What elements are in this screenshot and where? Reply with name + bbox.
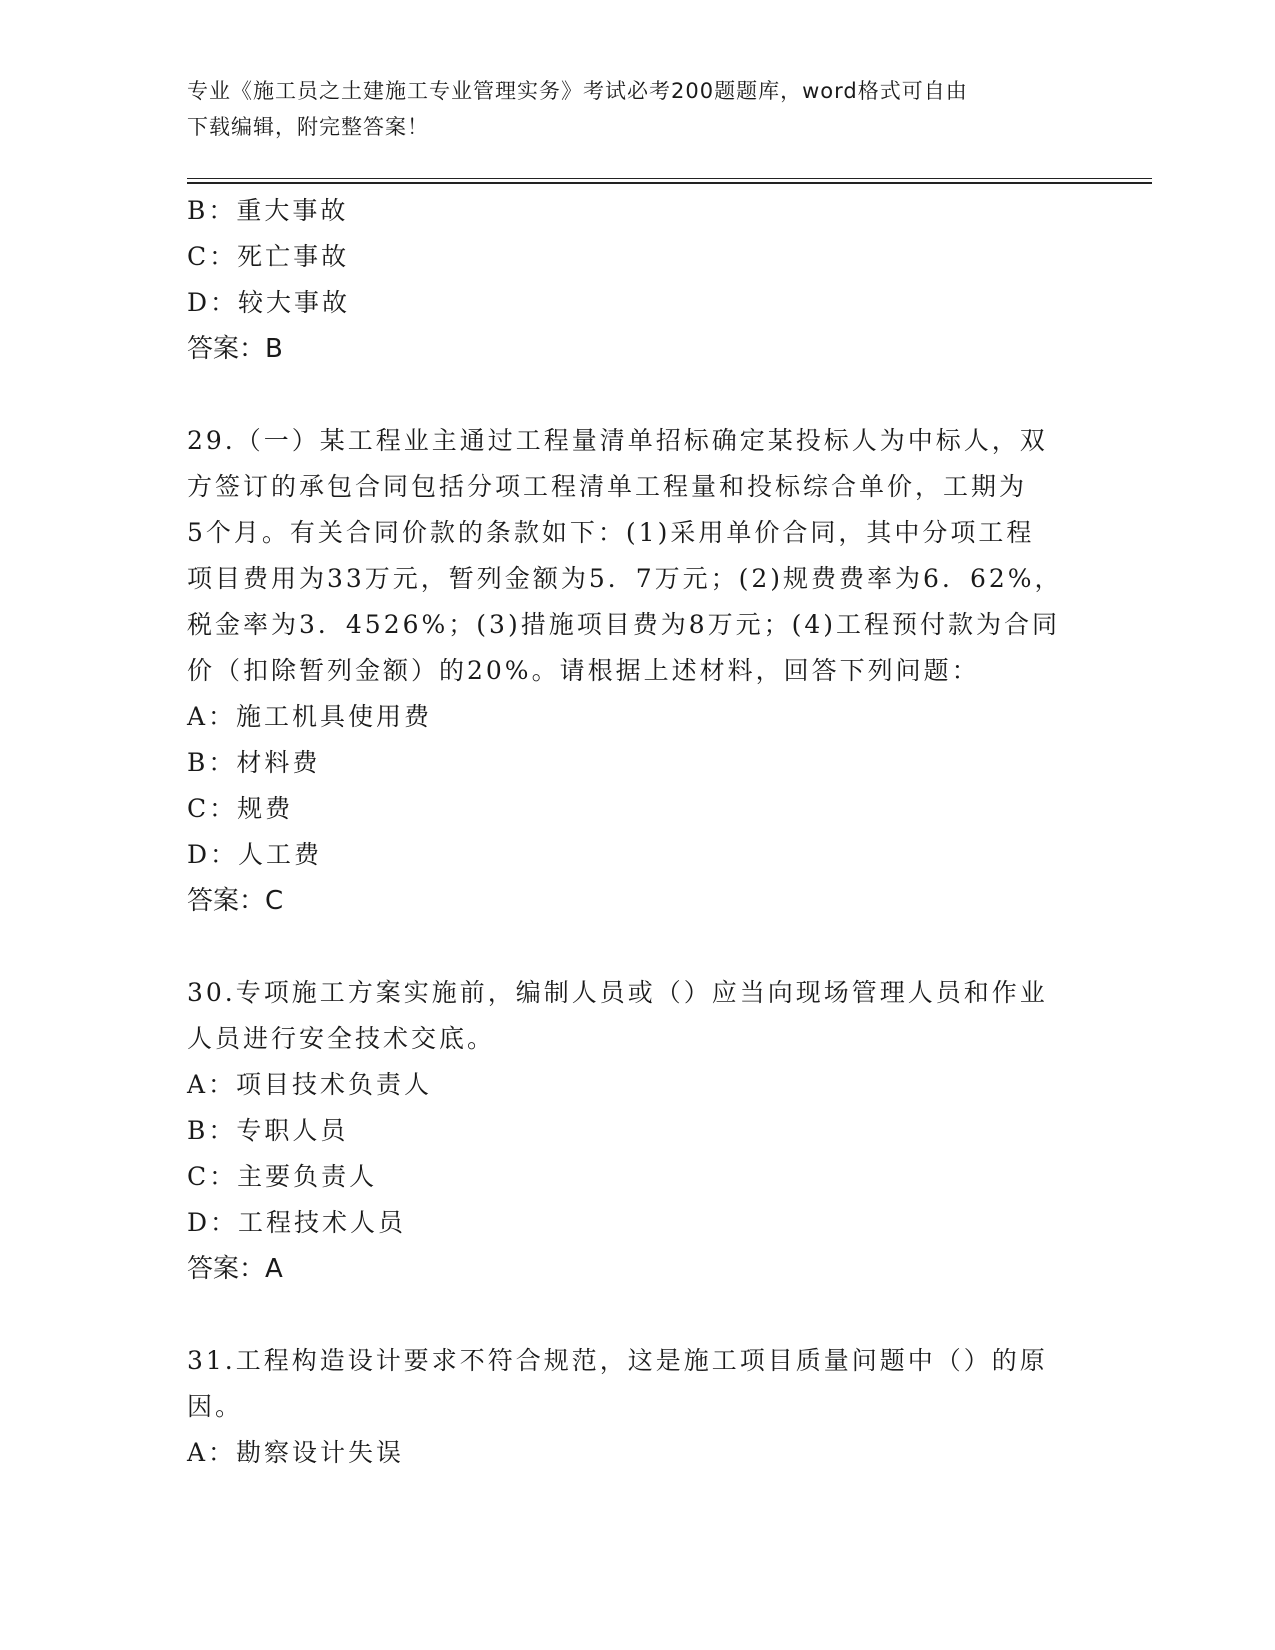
question-29-option-a: A：施工机具使用费 — [187, 702, 433, 731]
option-c: C：死亡事故 — [187, 242, 350, 271]
spacer — [187, 924, 1087, 970]
answer-line: 答案：B — [187, 334, 283, 364]
question-30-option-d: D：工程技术人员 — [187, 1208, 407, 1237]
question-29-option-d: D：人工费 — [187, 840, 323, 869]
question-31-option-a: A：勘察设计失误 — [187, 1438, 405, 1467]
question-30-answer: 答案：A — [187, 1254, 283, 1284]
header-divider-thin — [187, 178, 1152, 179]
header-line-2: 下载编辑，附完整答案！ — [187, 115, 429, 139]
question-29-option-b: B：材料费 — [187, 748, 321, 777]
question-30-line-1: 30.专项施工方案实施前，编制人员或（）应当向现场管理人员和作业 — [187, 978, 1048, 1007]
question-30-option-c: C：主要负责人 — [187, 1162, 378, 1191]
spacer — [187, 372, 1087, 418]
question-31-line-1: 31.工程构造设计要求不符合规范，这是施工项目质量问题中（）的原 — [187, 1346, 1048, 1375]
question-29-line-3: 5个月。有关合同价款的条款如下：(1)采用单价合同，其中分项工程 — [187, 518, 1035, 547]
question-29-line-4: 项目费用为33万元，暂列金额为5．7万元；(2)规费费率为6．62%， — [187, 564, 1063, 593]
question-29-line-2: 方签订的承包合同包括分项工程清单工程量和投标综合单价，工期为 — [187, 472, 1028, 501]
spacer — [187, 1292, 1087, 1338]
document-header — [187, 73, 1087, 145]
question-29-option-c: C：规费 — [187, 794, 294, 823]
question-31-line-2: 因。 — [187, 1392, 244, 1421]
header-divider-thick — [187, 182, 1152, 184]
question-30-option-b: B：专职人员 — [187, 1116, 349, 1145]
question-29-answer: 答案：C — [187, 886, 284, 916]
question-29-line-5: 税金率为3．4526%；(3)措施项目费为8万元；(4)工程预付款为合同 — [187, 610, 1061, 639]
question-list — [187, 188, 1087, 1476]
option-b: B：重大事故 — [187, 196, 349, 225]
option-d: D：较大事故 — [187, 288, 351, 317]
question-29-line-1: 29.（一）某工程业主通过工程量清单招标确定某投标人为中标人，双 — [187, 426, 1048, 455]
question-30-option-a: A：项目技术负责人 — [187, 1070, 433, 1099]
question-30-line-2: 人员进行安全技术交底。 — [187, 1024, 496, 1053]
header-line-1: 专业《施工员之土建施工专业管理实务》考试必考200题题库，word格式可自由 — [187, 79, 968, 103]
question-29-line-6: 价（扣除暂列金额）的20%。请根据上述材料，回答下列问题： — [187, 656, 980, 685]
